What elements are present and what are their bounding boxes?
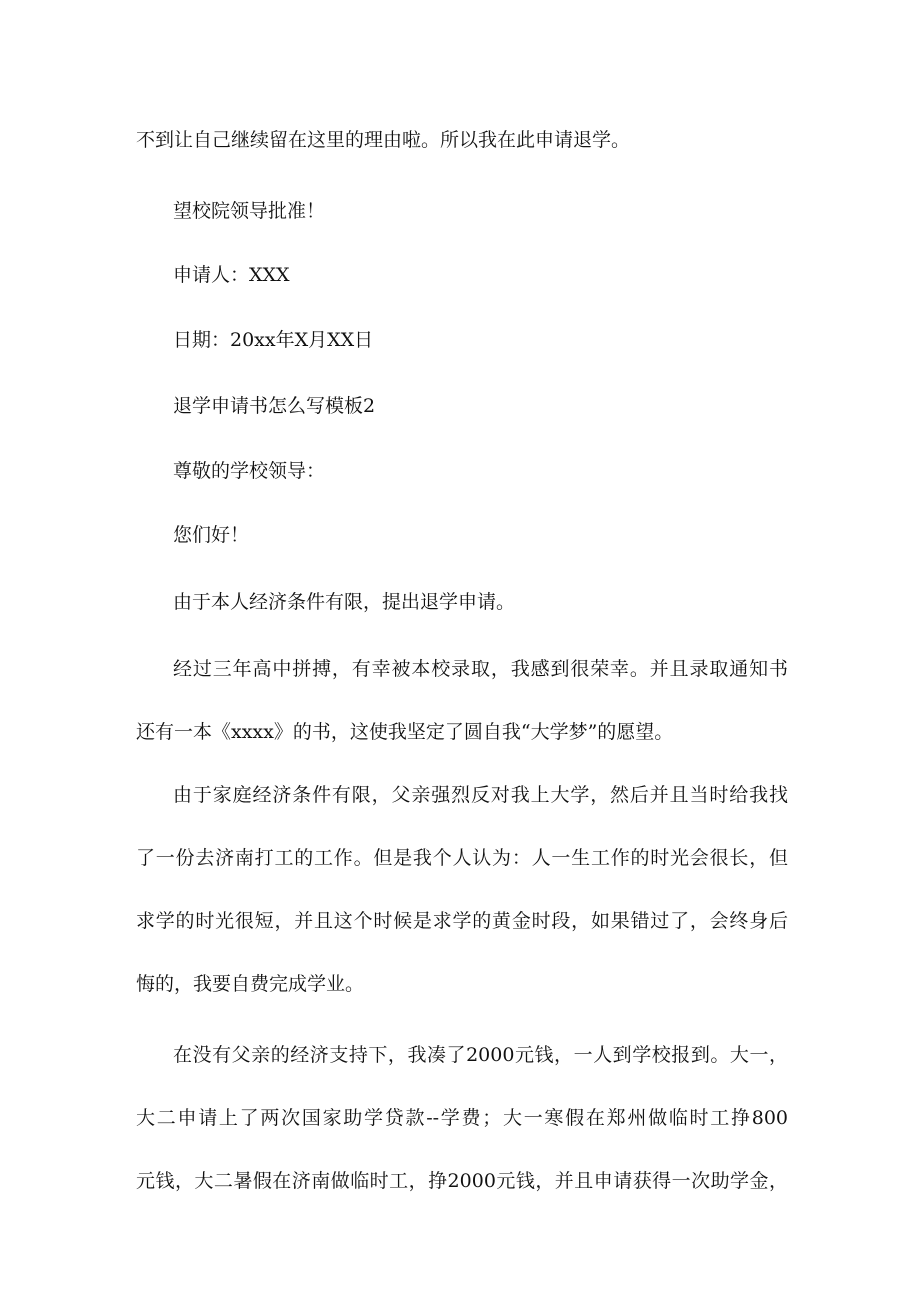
paragraph-admission	[136, 638, 796, 764]
text-line: 不到让自己继续留在这里的理由啦。所以我在此申请退学。	[136, 129, 631, 151]
text-line: 经过三年高中拼搏，有幸被本校录取，我感到很荣幸。并且录取通知书	[173, 658, 788, 680]
paragraph-salutation	[136, 440, 796, 503]
heading-line: 退学申请书怎么写模板2	[173, 395, 376, 417]
text-line: 申请人：XXX	[173, 264, 290, 286]
text-line: 由于本人经济条件有限，提出退学申请。	[173, 591, 516, 613]
paragraph-request-approval	[136, 180, 796, 243]
text-line: 悔的，我要自费完成学业。	[136, 973, 365, 995]
paragraph-applicant	[136, 244, 796, 307]
paragraph-family	[136, 764, 796, 1016]
paragraph-self-funding	[136, 1024, 796, 1213]
text-line: 尊敬的学校领导：	[173, 460, 326, 482]
text-line: 在没有父亲的经济支持下，我凑了2000元钱，一人到学校报到。大一，	[173, 1044, 788, 1066]
text-line: 望校院领导批准！	[173, 200, 326, 222]
paragraph-reason	[136, 571, 796, 634]
text-line: 由于家庭经济条件有限，父亲强烈反对我上大学，然后并且当时给我找	[173, 784, 788, 806]
text-line: 您们好！	[173, 524, 250, 546]
paragraph-date	[136, 309, 796, 372]
paragraph-greeting	[136, 504, 796, 567]
text-line: 元钱，大二暑假在济南做临时工，挣2000元钱，并且申请获得一次助学金，	[136, 1170, 788, 1192]
text-line: 大二申请上了两次国家助学贷款--学费；大一寒假在郑州做临时工挣800	[136, 1107, 788, 1129]
section-heading	[136, 375, 796, 438]
text-line: 日期：20xx年X月XX日	[173, 329, 374, 351]
text-line: 了一份去济南打工的工作。但是我个人认为：人一生工作的时光会很长，但	[136, 847, 788, 869]
text-line: 还有一本《xxxx》的书，这使我坚定了圆自我“大学梦”的愿望。	[136, 721, 674, 743]
paragraph-continuation	[136, 109, 796, 172]
text-line: 求学的时光很短，并且这个时候是求学的黄金时段，如果错过了，会终身后	[136, 910, 788, 932]
